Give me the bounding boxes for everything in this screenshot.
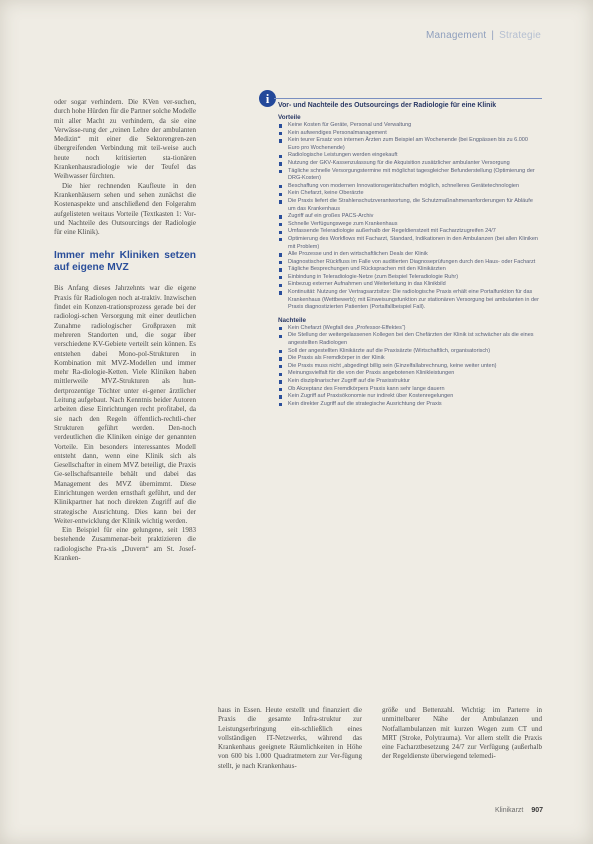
pros-heading: Vorteile [278, 114, 301, 121]
info-box-title: Vor- und Nachteile des Outsourcings der Radiologie für eine Klinik [278, 102, 497, 109]
paragraph: haus in Essen. Heute erstellt und finanziert die Praxis die gesamte Infra-struktur zur Leistungserbringung ein-schließlich eines vollständigen IT-Netzwerks, während das Krankenhaus geeignete Räumlichkeiten in Höhe von 600 bis 1.000 Quadratmetern zur Ver-fügung stellt, je nach Krankenhaus- [218, 706, 362, 770]
pro-item: Umfassende Teleradiologie außerhalb der Regeldienstzeit mit Facharztzugreifen 24/7 [278, 228, 540, 236]
info-icon: i [259, 90, 276, 107]
pro-item: Kein aufwendiges Personalmanagement [278, 130, 540, 138]
con-item: Kein Chefarzt (Wegfall des „Professor-Effektes“) [278, 325, 540, 333]
section-heading: Immer mehr Kliniken setzen auf eigene MVZ [54, 250, 196, 274]
pro-item: Radiologische Leistungen werden eingekauft [278, 152, 540, 160]
pro-item: Beschaffung von modernen Innovationsgerätschaften möglich, schnelleres Gerätetechnologien [278, 183, 540, 191]
con-item: Kein Zugriff auf Praxisökonomie nur indirekt über Kostenregelungen [278, 393, 540, 401]
con-item: Meinungsvielfalt für die von der Praxis angebotenen Klinikleistungen [278, 370, 540, 378]
pro-item: Diagnostischer Rückfluss im Falle von auditierten Diagnoseprüfungen durch den Haus- oder Facharzt [278, 259, 540, 267]
con-item: Kein disziplinarischer Zugriff auf die Praxisstruktur [278, 378, 540, 386]
pro-item: Kontinuität: Nutzung der Vertragsarztsitze: Die radiologische Praxis erhält eine Portalfunktion für das Krankenhaus (Wettbewerb); mit Einweisungsfunktion zur stationären Versorgung bei ambulanten in der Praxis diagnostizierten Patienten (Portalfallbeispiel Fall). [278, 289, 540, 312]
cons-list [278, 325, 540, 409]
running-head [426, 30, 541, 41]
con-item: Die Praxis als Fremdkörper in der Klinik [278, 355, 540, 363]
pro-item: Optimierung des Workflows mit Facharzt, Standard, Indikationen in den Ambulanzen (bei allen Kliniken mit Problem) [278, 236, 540, 251]
header-separator: | [491, 30, 495, 41]
cons-heading: Nachteile [278, 316, 306, 324]
left-text-column [54, 98, 196, 563]
pro-item: Tägliche Besprechungen und Rücksprachen mit den Klinikärzten [278, 266, 540, 274]
info-box-rule [274, 98, 542, 99]
paragraph: Die hier rechnenden Kaufleute in den Krankenhäusern sehen und sehen zunächst die Kostenaspekte und anschließend den Folgerahm aufgelisteten weitaus Vorteile (Textkasten 1: Vor- und Nachteile des Outsourcings der Radiologie für eine Klinik). [54, 181, 196, 237]
subsection-label: Strategie [499, 30, 541, 41]
pros-list [278, 122, 540, 312]
pro-item: Schnelle Verfügungswege zum Krankenhaus [278, 221, 540, 229]
pro-item: Kein teurer Ersatz von internen Ärzten zum Beispiel am Wochenende (bei Engpässen bis zu 6.000 Euro pro Wochenende) [278, 137, 540, 152]
journal-name: Klinikarzt [494, 807, 524, 814]
pro-item: Kein Chefarzt, keine Oberärzte [278, 190, 540, 198]
con-item: Die Stellung der weitergelassenen Kollegen bei den Chefärzten der Klinik ist schwächer als die eines angestellten Radiologen [278, 332, 540, 347]
paragraph: Bis Anfang dieses Jahrzehnts war die eigene Praxis für Radiologen noch at-traktiv. Inzwischen findet ein Konzen-trationsprozess gerade bei der radiologi-schen Versorgung mit einer deutlichen Zunahme radiologischer Großpraxen mit mehreren Standorten und, die sogar über verschiedene KV-Gebiete verteilt sein können. Es entstehen dabei Mono-pol-Strukturen in Kombination mit MVZ-Modellen und immer mehr Ra-diologie-Ketten. Viele Kliniken haben mittlerweile MVZ-Strukturen als hun-dertprozentige Töchter unter ei-gener ärztlicher Leitung aufgebaut. Nach Kenntnis beider Autoren arbeiten diese Einrichtungen recht profitabel, da sie nach den Regeln öffentlich-rechtli-cher Strukturen geführt werden. Den-noch verdeutlichen die Kliniken einige der genannten Vorteile. Ein besonders interessantes Modell entsteht dann, wenn eine Klinik sich als Gesellschafter in einem MVZ beteiligt, die Praxis Ge-sellschaftsanteile behält und dabei das Management des MVZ übernimmt. Diese Einrichtungen werden ernsthaft geführt, und der Klinikpartner hat noch direkten Zugriff auf die strategische Ausrichtung. Dies kann bei der Weiter-entwicklung der Klinik wichtig werden. [54, 284, 196, 525]
pro-item: Nutzung der GKV-Kassenzulassung für die Akquisition zusätzlicher ambulanter Versorgung [278, 160, 540, 168]
right-text-column [382, 706, 542, 762]
con-item: Soll der angestellten Klinikärzte auf die Praxisärzte (Wirtschaftlich, organisatorisch) [278, 348, 540, 356]
pro-item: Keine Kosten für Geräte, Personal und Verwaltung [278, 122, 540, 130]
middle-text-column [218, 706, 362, 771]
page-footer [495, 807, 543, 814]
pro-item: Einbindung in Teleradiologie-Netze (zum Beispiel Teleradiologie Ruhr) [278, 274, 540, 282]
pro-item: Alle Prozesse und in den wirtschaftlichen Deals der Klinik [278, 251, 540, 259]
paragraph: Ein Beispiel für eine gelungene, seit 1983 bestehende Zusammenar-beit praktizieren die radiologische Pra-xis „Duvern“ am St. Josef-Kranken- [54, 526, 196, 563]
pro-item: Die Praxis liefert die Strahlenschutzverantwortung, die Schutzmaßnahmenanforderungen für Abläufe um das Krankenhaus [278, 198, 540, 213]
section-label: Management [426, 30, 487, 41]
pro-item: Tägliche schnelle Versorgungstermine mit möglichst tagesgleicher Befunderstellung (Optimierung der DRG-Kosten) [278, 168, 540, 183]
page-number: 907 [531, 807, 543, 814]
pro-item: Einbezug externer Aufnahmen und Weiterleitung in das Klinikbild [278, 281, 540, 289]
paragraph: oder sogar verhindern. Die KVen ver-suchen, durch hohe Hürden für die Partner solche Modelle mit aller Macht zu verhindern, da sie eine Verwässe-rung der „reinen Lehre der ambulanten Medizin“ mit einer die Sektorengren-zen übergreifenden Verbindung mit teil-weise auch heute noch kritisierten sta-tionären Krankenhausradiologie wie der Teufel das Weihwasser fürchten. [54, 98, 196, 181]
info-box-content [278, 114, 540, 408]
con-item: Die Praxis muss nicht „abgedingt billig sein (Einzelfallabrechnung, keine weiter unten) [278, 363, 540, 371]
con-item: Ob Akzeptanz des Fremdkörpers Praxis kann sehr lange dauern [278, 386, 540, 394]
info-box [221, 90, 543, 510]
con-item: Kein direkter Zugriff auf die strategische Ausrichtung der Praxis [278, 401, 540, 409]
paragraph: größe und Bettenzahl. Wichtig: im Parterre in unmittelbarer Nähe der Ambulanzen und Notfallambulanzen mit kurzen Wegen zum CT und MRT (Stroke, Polytrauma). Vor allem stellt die Praxis eine Facharztbesetzung 24/7 zur Verfügung (außerhalb der Regeldienste überwiegend telemedi- [382, 706, 542, 761]
pro-item: Zugriff auf ein großes PACS-Archiv [278, 213, 540, 221]
